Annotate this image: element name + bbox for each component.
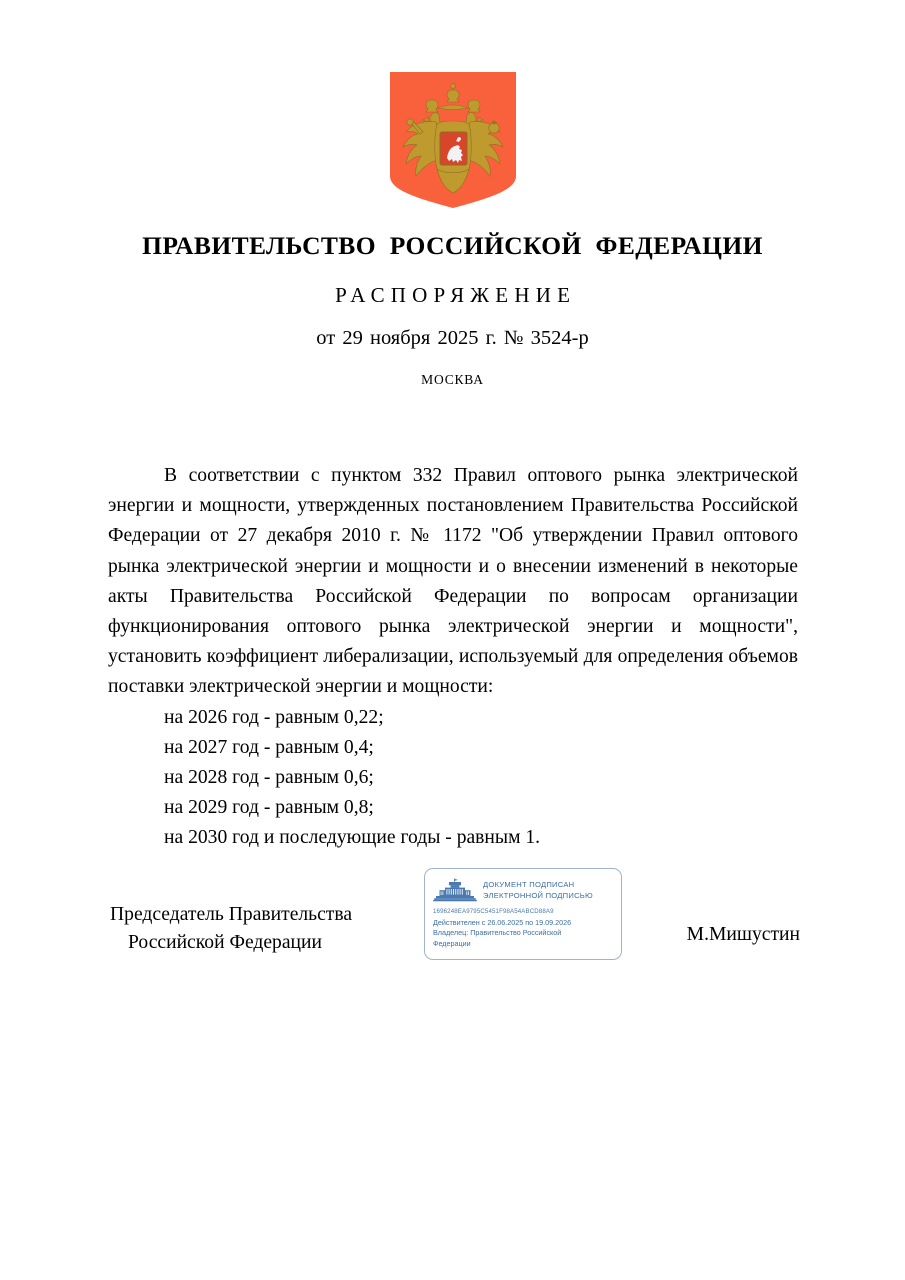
signatory-name: М.Мишустин	[686, 924, 800, 945]
stamp-heading-line-1: ДОКУМЕНТ ПОДПИСАН	[483, 880, 575, 890]
stamp-validity: Действителен с 26.06.2025 по 19.09.2026	[433, 918, 572, 927]
signatory-title-line-2: Российской Федерации	[128, 932, 322, 953]
list-item: на 2026 год - равным 0,22;	[164, 706, 384, 728]
stamp-metadata	[433, 918, 613, 949]
stamp-owner-line-1: Владелец: Правительство Российской	[433, 928, 562, 938]
list-item: на 2027 год - равным 0,4;	[164, 736, 374, 758]
document-city: МОСКВА	[421, 372, 484, 387]
list-item: на 2030 год и последующие годы - равным 1.	[164, 827, 541, 849]
list-item: на 2028 год - равным 0,6;	[164, 767, 374, 789]
stamp-header	[433, 876, 613, 905]
body-paragraph: В соответствии с пунктом 332 Правил оптового рынка электрической энергии и мощности, утвержденных постановлением Правительства Российской Федерации от 27 декабря 2010 г. № 1172 "Об утверждении Правил оптового рынка электрической энергии и мощности и о внесении изменений в некоторые акты Правительства Российской Федерации по вопросам организации функционирования оптового рынка электрической энергии и мощности", установить коэффициент либерализации, используемый для определения объемов поставки электрической энергии и мощности:	[108, 465, 798, 698]
electronic-signature-stamp	[424, 868, 622, 960]
document-body	[108, 461, 798, 854]
page-title: ПРАВИТЕЛЬСТВО РОССИЙСКОЙ ФЕДЕРАЦИИ	[142, 231, 763, 260]
document-type-heading: РАСПОРЯЖЕНИЕ	[335, 283, 577, 307]
government-building-icon	[433, 878, 477, 903]
signatory-title-line-1: Председатель Правительства	[110, 904, 353, 925]
russian-coat-of-arms-icon	[390, 72, 516, 208]
document-dateline: от 29 ноября 2025 г. № 3524-р	[316, 327, 589, 349]
list-item: на 2029 год - равным 0,8;	[164, 797, 374, 819]
signatory-title	[110, 901, 440, 957]
coat-of-arms-container	[0, 72, 905, 208]
stamp-heading-text	[483, 880, 593, 900]
stamp-owner-line-2: Федерации	[433, 938, 471, 948]
stamp-certificate-hash: 1696248EA9795C5451F98A54ABCD88A9	[433, 908, 554, 915]
stamp-heading-line-2: ЭЛЕКТРОННОЙ ПОДПИСЬЮ	[483, 890, 593, 900]
